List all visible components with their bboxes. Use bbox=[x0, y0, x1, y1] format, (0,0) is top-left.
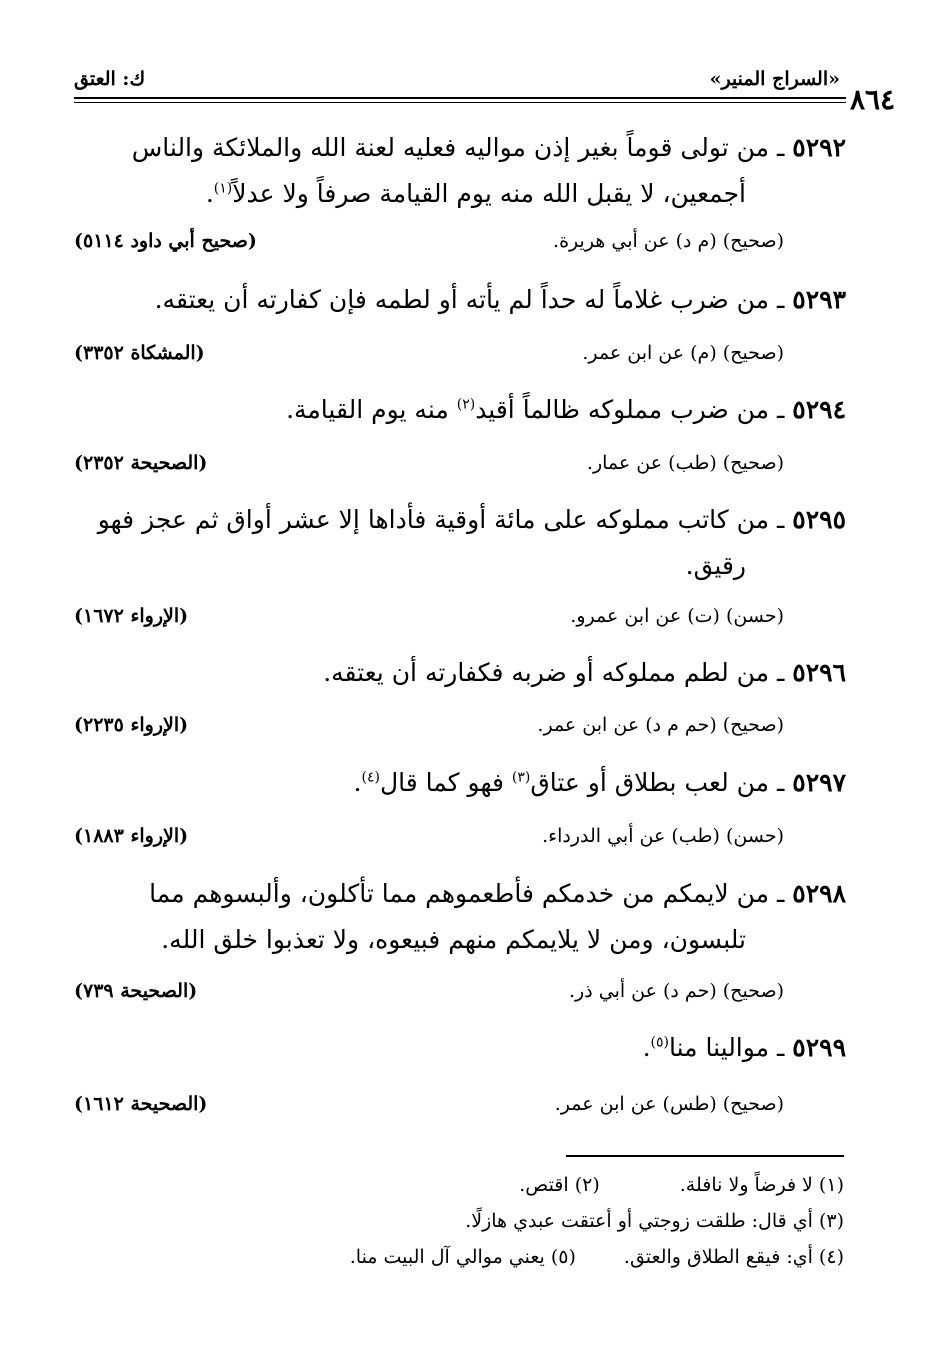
hadith-reference: (المشكاة ٣٣٥٢) bbox=[74, 342, 205, 364]
footnote-marker[interactable]: (٤) bbox=[361, 769, 380, 786]
hadith-reference: (الإرواء ٢٢٣٥) bbox=[74, 714, 189, 736]
footnote-2: (٢) اقتص. bbox=[519, 1174, 600, 1196]
hadith-reference: (الإرواء ١٦٧٢) bbox=[74, 605, 189, 627]
hadith-reference: (الصحيحة ٢٣٥٢) bbox=[74, 452, 208, 474]
source-row bbox=[74, 825, 846, 855]
hadith-text: منه يوم القيامة. bbox=[286, 395, 457, 424]
footnote-rule bbox=[566, 1155, 844, 1157]
source-row bbox=[74, 342, 846, 372]
header-rule bbox=[74, 97, 846, 99]
hadith-grade: (صحيح) (حم د) عن أبي ذر. bbox=[569, 980, 784, 1002]
footnote-4: (٤) أي: فيقع الطلاق والعتق. bbox=[623, 1246, 844, 1268]
source-row bbox=[74, 230, 846, 260]
hadith-number: ٥٢٩٥ bbox=[792, 505, 846, 534]
dash: ـ bbox=[769, 395, 793, 424]
source-row bbox=[74, 714, 846, 744]
hadith-grade: (صحيح) (طب) عن عمار. bbox=[586, 452, 784, 474]
source-row bbox=[74, 1093, 846, 1123]
footnote-3: (٣) أي قال: طلقت زوجتي أو أعتقت عبدي هازلًا. bbox=[465, 1210, 844, 1232]
punctuation: . bbox=[353, 768, 362, 797]
hadith-text: موالينا منا bbox=[668, 1033, 770, 1062]
dash: ـ bbox=[769, 658, 793, 687]
hadith-entry bbox=[74, 125, 846, 217]
hadith-entry bbox=[74, 277, 846, 323]
hadith-text: من تولى قوماً بغير إذن مواليه فعليه لعنة الله والملائكة والناس bbox=[131, 133, 770, 162]
dash: ـ bbox=[769, 133, 793, 162]
hadith-reference: (الصحيحة ٧٣٩) bbox=[74, 980, 198, 1002]
hadith-text: من ضرب مملوكه ظالماً أقيد bbox=[475, 395, 770, 424]
hadith-reference: (الإرواء ١٨٨٣) bbox=[74, 825, 189, 847]
footnote-marker[interactable]: (٣) bbox=[511, 769, 531, 786]
footnote-line bbox=[74, 1240, 844, 1274]
dash: ـ bbox=[769, 505, 793, 534]
footnote-marker[interactable]: (١) bbox=[213, 180, 233, 197]
dash: ـ bbox=[769, 1033, 793, 1062]
hadith-entry bbox=[74, 760, 846, 806]
hadith-number: ٥٢٩٤ bbox=[792, 395, 846, 424]
footnote-marker[interactable]: (٥) bbox=[650, 1034, 669, 1051]
hadith-entry bbox=[74, 650, 846, 696]
page-number: ٨٦٤ bbox=[850, 83, 896, 116]
punctuation: . bbox=[205, 179, 214, 208]
source-row bbox=[74, 452, 846, 482]
hadith-text: من لايمكم من خدمكم فأطعموهم مما تأكلون، وألبسوهم مما bbox=[149, 879, 770, 908]
footnote-line bbox=[74, 1168, 844, 1202]
hadith-grade: (صحيح) (م د) عن أبي هريرة. bbox=[553, 230, 784, 252]
footnote-line bbox=[74, 1204, 844, 1238]
hadith-number: ٥٢٩٨ bbox=[792, 879, 846, 908]
hadith-text: من ضرب غلاماً له حداً لم يأته أو لطمه فإن كفارته أن يعتقه. bbox=[154, 285, 770, 314]
hadith-number: ٥٢٩٦ bbox=[792, 658, 846, 687]
book-title: «السراج المنير» bbox=[709, 68, 840, 90]
footnote-5: (٥) يعني موالي آل البيت منا. bbox=[349, 1246, 576, 1268]
hadith-reference: (صحيح أبي داود ٥١١٤) bbox=[74, 230, 257, 252]
hadith-grade: (صحيح) (م) عن ابن عمر. bbox=[582, 342, 784, 364]
footnote-1: (١) لا فرضاً ولا نافلة. bbox=[679, 1174, 844, 1196]
hadith-number: ٥٢٩٧ bbox=[792, 768, 846, 797]
hadith-grade: (صحيح) (طس) عن ابن عمر. bbox=[554, 1093, 784, 1115]
header-rule-thin bbox=[74, 102, 846, 103]
punctuation: . bbox=[642, 1033, 651, 1062]
hadith-entry bbox=[74, 387, 846, 433]
hadith-entry bbox=[74, 871, 846, 963]
hadith-text-continued bbox=[74, 171, 846, 217]
hadith-grade: (حسن) (طب) عن أبي الدرداء. bbox=[542, 825, 784, 847]
dash: ـ bbox=[769, 285, 793, 314]
hadith-number: ٥٢٩٢ bbox=[792, 133, 846, 162]
source-row bbox=[74, 605, 846, 635]
hadith-reference: (الصحيحة ١٦١٢) bbox=[74, 1093, 208, 1115]
hadith-grade: (حسن) (ت) عن ابن عمرو. bbox=[570, 605, 784, 627]
hadith-number: ٥٢٩٩ bbox=[792, 1033, 846, 1062]
hadith-number: ٥٢٩٣ bbox=[792, 285, 846, 314]
hadith-entry bbox=[74, 497, 846, 589]
hadith-text: من كاتب مملوكه على مائة أوقية فأداها إلا عشر أواق ثم عجز فهو bbox=[97, 505, 770, 534]
hadith-grade: (صحيح) (حم م د) عن ابن عمر. bbox=[537, 714, 784, 736]
section-title: ك: العتق bbox=[74, 68, 146, 90]
hadith-text: أجمعين، لا يقبل الله منه يوم القيامة صرفاً ولا عدلاً bbox=[232, 179, 746, 208]
hadith-text-continued: تلبسون، ومن لا يلايمكم منهم فبيعوه، ولا تعذبوا خلق الله. bbox=[161, 925, 746, 954]
hadith-text: من لعب بطلاق أو عتاق bbox=[530, 768, 770, 797]
dash: ـ bbox=[769, 768, 793, 797]
hadith-text: من لطم مملوكه أو ضربه فكفارته أن يعتقه. bbox=[323, 658, 770, 687]
hadith-entry bbox=[74, 1025, 846, 1071]
dash: ـ bbox=[769, 879, 793, 908]
source-row bbox=[74, 980, 846, 1010]
hadith-text: فهو كما قال bbox=[379, 768, 512, 797]
footnote-marker[interactable]: (٢) bbox=[456, 396, 476, 413]
hadith-text-continued: رقيق. bbox=[685, 551, 746, 580]
